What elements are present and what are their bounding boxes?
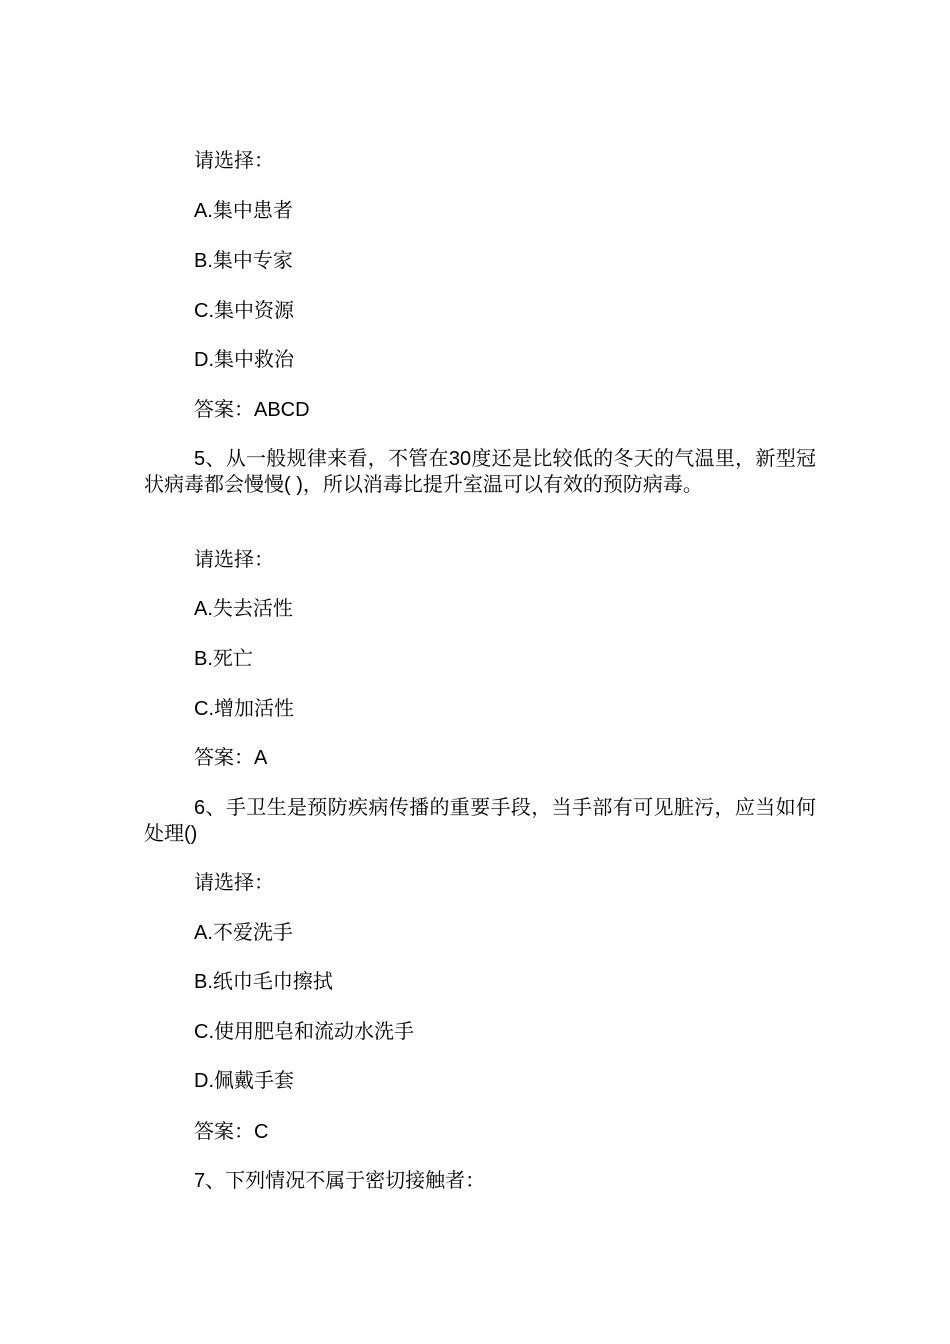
q5-option-a: A.失去活性 — [194, 598, 293, 620]
q4-option-d: D.集中救治 — [194, 349, 294, 371]
q6-option-d: D.佩戴手套 — [194, 1070, 294, 1092]
q4-answer: 答案：ABCD — [194, 399, 310, 421]
q4-option-c: C.集中资源 — [194, 300, 294, 322]
q6-answer: 答案：C — [194, 1121, 269, 1143]
q7-question: 7、下列情况不属于密切接触者： — [194, 1170, 486, 1192]
q4-option-a: A.集中患者 — [194, 200, 293, 222]
q6-option-a: A.不爱洗手 — [194, 922, 293, 944]
q6-question: 6、手卫生是预防疾病传播的重要手段，当手部有可见脏污，应当如何处理() — [144, 797, 816, 845]
q6-option-b: B.纸巾毛巾擦拭 — [194, 971, 333, 993]
q5-prompt: 请选择： — [194, 549, 274, 571]
q6-option-c: C.使用肥皂和流动水洗手 — [194, 1021, 414, 1043]
q5-question: 5、从一般规律来看，不管在30度还是比较低的冬天的气温里，新型冠状病毒都会慢慢( )，所以消毒比提升室温可以有效的预防病毒。 — [144, 448, 816, 496]
q6-prompt: 请选择： — [194, 872, 274, 894]
q5-option-b: B.死亡 — [194, 648, 253, 670]
q4-prompt: 请选择： — [194, 150, 274, 172]
q5-option-c: C.增加活性 — [194, 698, 294, 720]
q4-option-b: B.集中专家 — [194, 250, 293, 272]
q5-answer: 答案：A — [194, 747, 268, 769]
